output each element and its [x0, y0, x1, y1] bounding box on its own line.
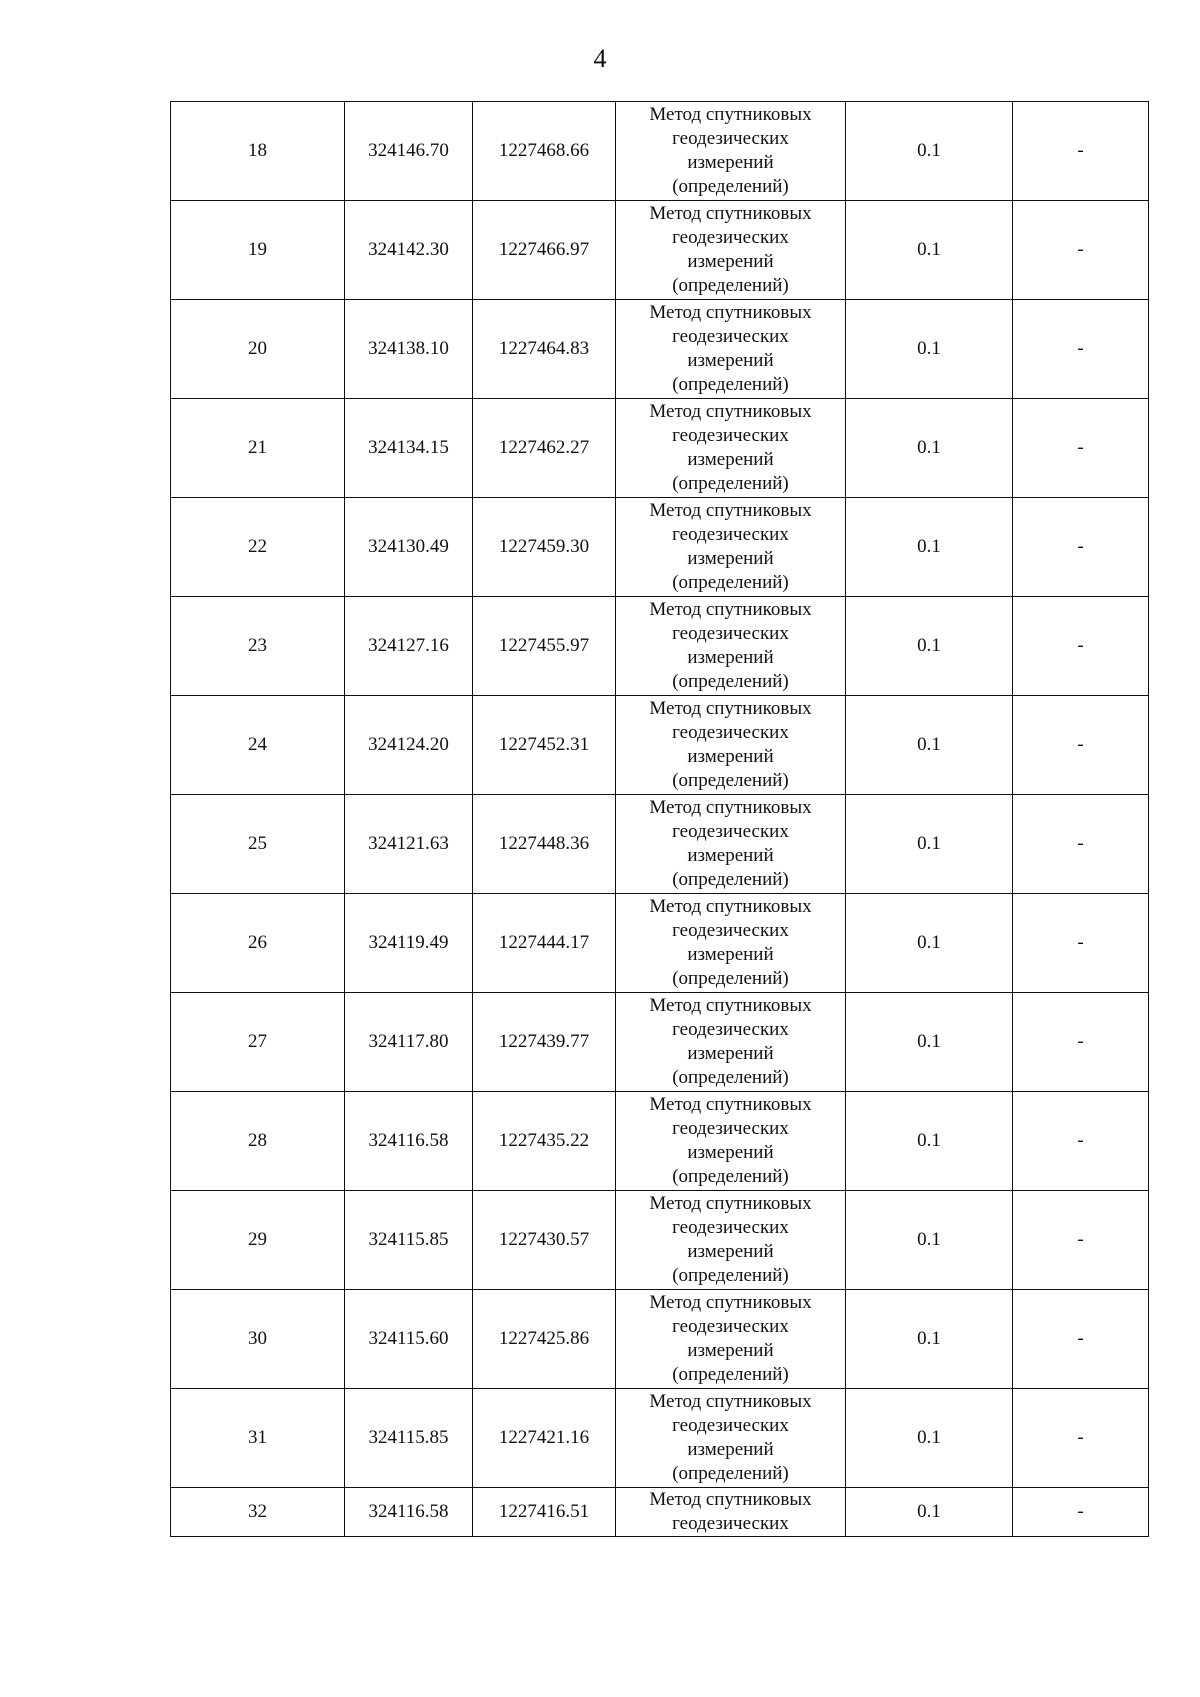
method-line: (определений) — [672, 869, 789, 890]
method-line: Метод спутниковых — [649, 104, 812, 125]
cell-method — [616, 201, 846, 300]
method-line: измерений — [687, 1043, 774, 1064]
cell-point-number: 24 — [171, 696, 345, 795]
method-line: Метод спутниковых — [649, 797, 812, 818]
table-row — [171, 993, 1149, 1092]
method-line: Метод спутниковых — [649, 1489, 812, 1510]
cell-x-coordinate: 324142.30 — [345, 201, 473, 300]
cell-note: - — [1013, 1389, 1149, 1488]
cell-y-coordinate: 1227462.27 — [473, 399, 616, 498]
cell-method — [616, 894, 846, 993]
cell-y-coordinate: 1227468.66 — [473, 102, 616, 201]
cell-note: - — [1013, 795, 1149, 894]
method-line: измерений — [687, 647, 774, 668]
cell-note: - — [1013, 300, 1149, 399]
cell-accuracy: 0.1 — [846, 300, 1013, 399]
cell-x-coordinate: 324115.60 — [345, 1290, 473, 1389]
method-line: (определений) — [672, 1364, 789, 1385]
method-line: геодезических — [672, 326, 789, 347]
cell-accuracy: 0.1 — [846, 498, 1013, 597]
cell-accuracy: 0.1 — [846, 993, 1013, 1092]
method-line: (определений) — [672, 374, 789, 395]
cell-method — [616, 1191, 846, 1290]
method-line: геодезических — [672, 920, 789, 941]
table-row — [171, 300, 1149, 399]
cell-x-coordinate: 324116.58 — [345, 1092, 473, 1191]
cell-method — [616, 795, 846, 894]
method-line: Метод спутниковых — [649, 1094, 812, 1115]
table-row — [171, 696, 1149, 795]
cell-accuracy: 0.1 — [846, 1092, 1013, 1191]
method-line: (определений) — [672, 1067, 789, 1088]
cell-x-coordinate: 324117.80 — [345, 993, 473, 1092]
table-row — [171, 1389, 1149, 1488]
method-line: (определений) — [672, 1265, 789, 1286]
cell-accuracy: 0.1 — [846, 399, 1013, 498]
method-line: Метод спутниковых — [649, 203, 812, 224]
cell-y-coordinate: 1227435.22 — [473, 1092, 616, 1191]
table-row — [171, 1092, 1149, 1191]
table-row — [171, 498, 1149, 597]
method-line: геодезических — [672, 722, 789, 743]
cell-y-coordinate: 1227425.86 — [473, 1290, 616, 1389]
method-line: геодезических — [672, 1217, 789, 1238]
cell-y-coordinate: 1227416.51 — [473, 1488, 616, 1537]
method-line: (определений) — [672, 671, 789, 692]
method-line: (определений) — [672, 1166, 789, 1187]
method-line: Метод спутниковых — [649, 401, 812, 422]
method-line: геодезических — [672, 1118, 789, 1139]
cell-accuracy: 0.1 — [846, 1191, 1013, 1290]
cell-method — [616, 102, 846, 201]
method-line: геодезических — [672, 623, 789, 644]
cell-y-coordinate: 1227439.77 — [473, 993, 616, 1092]
method-line: измерений — [687, 944, 774, 965]
method-line: геодезических — [672, 227, 789, 248]
method-line: измерений — [687, 1340, 774, 1361]
cell-x-coordinate: 324115.85 — [345, 1389, 473, 1488]
cell-x-coordinate: 324138.10 — [345, 300, 473, 399]
method-line: геодезических — [672, 1316, 789, 1337]
cell-note: - — [1013, 1488, 1149, 1537]
cell-method — [616, 1389, 846, 1488]
cell-method — [616, 993, 846, 1092]
cell-accuracy: 0.1 — [846, 597, 1013, 696]
method-line: измерений — [687, 350, 774, 371]
cell-x-coordinate: 324116.58 — [345, 1488, 473, 1537]
cell-accuracy: 0.1 — [846, 795, 1013, 894]
method-line: геодезических — [672, 1513, 789, 1534]
method-line: Метод спутниковых — [649, 896, 812, 917]
method-line: Метод спутниковых — [649, 302, 812, 323]
cell-accuracy: 0.1 — [846, 1389, 1013, 1488]
table-row — [171, 399, 1149, 498]
method-line: (определений) — [672, 968, 789, 989]
cell-note: - — [1013, 102, 1149, 201]
cell-point-number: 31 — [171, 1389, 345, 1488]
method-line: измерений — [687, 251, 774, 272]
method-line: измерений — [687, 845, 774, 866]
cell-y-coordinate: 1227466.97 — [473, 201, 616, 300]
cell-note: - — [1013, 498, 1149, 597]
coordinates-table-body — [171, 102, 1149, 1537]
cell-x-coordinate: 324134.15 — [345, 399, 473, 498]
cell-y-coordinate: 1227459.30 — [473, 498, 616, 597]
cell-point-number: 30 — [171, 1290, 345, 1389]
cell-y-coordinate: 1227452.31 — [473, 696, 616, 795]
cell-point-number: 23 — [171, 597, 345, 696]
table-row — [171, 597, 1149, 696]
cell-note: - — [1013, 399, 1149, 498]
method-line: Метод спутниковых — [649, 599, 812, 620]
cell-method — [616, 399, 846, 498]
cell-point-number: 22 — [171, 498, 345, 597]
method-line: (определений) — [672, 572, 789, 593]
cell-x-coordinate: 324127.16 — [345, 597, 473, 696]
method-line: Метод спутниковых — [649, 1391, 812, 1412]
cell-y-coordinate: 1227464.83 — [473, 300, 616, 399]
method-line: геодезических — [672, 1415, 789, 1436]
method-line: измерений — [687, 152, 774, 173]
cell-note: - — [1013, 1092, 1149, 1191]
cell-point-number: 25 — [171, 795, 345, 894]
cell-note: - — [1013, 201, 1149, 300]
method-line: измерений — [687, 1241, 774, 1262]
cell-x-coordinate: 324115.85 — [345, 1191, 473, 1290]
method-line: измерений — [687, 1439, 774, 1460]
cell-point-number: 19 — [171, 201, 345, 300]
cell-x-coordinate: 324121.63 — [345, 795, 473, 894]
method-line: (определений) — [672, 275, 789, 296]
method-line: измерений — [687, 449, 774, 470]
cell-accuracy: 0.1 — [846, 696, 1013, 795]
cell-note: - — [1013, 696, 1149, 795]
method-line: геодезических — [672, 821, 789, 842]
table-row — [171, 894, 1149, 993]
method-line: Метод спутниковых — [649, 1292, 812, 1313]
cell-x-coordinate: 324124.20 — [345, 696, 473, 795]
cell-accuracy: 0.1 — [846, 102, 1013, 201]
cell-x-coordinate: 324119.49 — [345, 894, 473, 993]
coordinates-table — [170, 101, 1149, 1537]
method-line: (определений) — [672, 770, 789, 791]
cell-point-number: 20 — [171, 300, 345, 399]
cell-accuracy: 0.1 — [846, 1488, 1013, 1537]
cell-note: - — [1013, 597, 1149, 696]
cell-point-number: 28 — [171, 1092, 345, 1191]
table-row — [171, 1191, 1149, 1290]
table-row — [171, 201, 1149, 300]
cell-point-number: 26 — [171, 894, 345, 993]
cell-point-number: 32 — [171, 1488, 345, 1537]
method-line: Метод спутниковых — [649, 500, 812, 521]
cell-note: - — [1013, 1290, 1149, 1389]
cell-y-coordinate: 1227455.97 — [473, 597, 616, 696]
method-line: геодезических — [672, 524, 789, 545]
table-row — [171, 1488, 1149, 1537]
cell-method — [616, 696, 846, 795]
method-line: Метод спутниковых — [649, 1193, 812, 1214]
method-line: Метод спутниковых — [649, 995, 812, 1016]
cell-method — [616, 1488, 846, 1537]
cell-y-coordinate: 1227421.16 — [473, 1389, 616, 1488]
table-row — [171, 795, 1149, 894]
cell-method — [616, 300, 846, 399]
cell-accuracy: 0.1 — [846, 201, 1013, 300]
table-row — [171, 102, 1149, 201]
method-line: (определений) — [672, 473, 789, 494]
cell-point-number: 21 — [171, 399, 345, 498]
cell-accuracy: 0.1 — [846, 894, 1013, 993]
cell-note: - — [1013, 1191, 1149, 1290]
method-line: измерений — [687, 548, 774, 569]
cell-method — [616, 1092, 846, 1191]
method-line: геодезических — [672, 1019, 789, 1040]
cell-y-coordinate: 1227444.17 — [473, 894, 616, 993]
cell-method — [616, 498, 846, 597]
cell-x-coordinate: 324146.70 — [345, 102, 473, 201]
cell-note: - — [1013, 894, 1149, 993]
method-line: (определений) — [672, 1463, 789, 1484]
method-line: (определений) — [672, 176, 789, 197]
cell-note: - — [1013, 993, 1149, 1092]
cell-x-coordinate: 324130.49 — [345, 498, 473, 597]
cell-y-coordinate: 1227448.36 — [473, 795, 616, 894]
cell-method — [616, 597, 846, 696]
cell-point-number: 18 — [171, 102, 345, 201]
cell-point-number: 29 — [171, 1191, 345, 1290]
table-row — [171, 1290, 1149, 1389]
method-line: геодезических — [672, 425, 789, 446]
cell-accuracy: 0.1 — [846, 1290, 1013, 1389]
method-line: измерений — [687, 1142, 774, 1163]
method-line: Метод спутниковых — [649, 698, 812, 719]
method-line: геодезических — [672, 128, 789, 149]
page-number: 4 — [593, 44, 607, 73]
cell-point-number: 27 — [171, 993, 345, 1092]
cell-y-coordinate: 1227430.57 — [473, 1191, 616, 1290]
cell-method — [616, 1290, 846, 1389]
method-line: измерений — [687, 746, 774, 767]
